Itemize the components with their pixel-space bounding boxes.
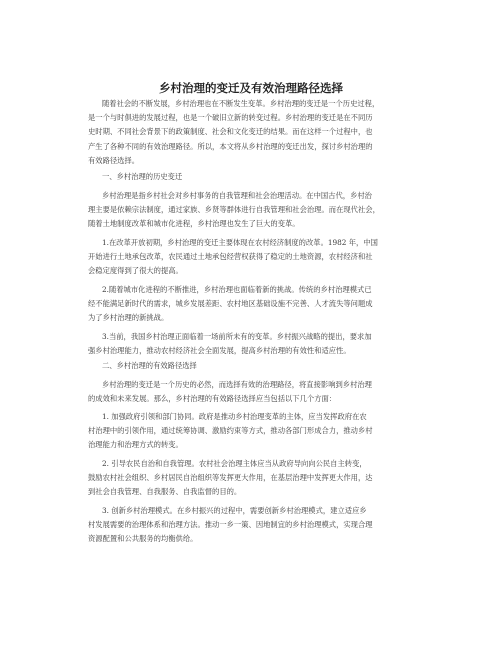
text-line: 经不能满足新时代的需求，城乡发展差距、农村地区基础设施不完善、人才流失等问题成 — [88, 299, 373, 309]
section2-paragraph-2 — [88, 410, 418, 453]
text-line: 2.随着城市化进程的不断推进，乡村治理也面临着新的挑战。传统的乡村治理模式已 — [102, 285, 372, 294]
section1-paragraph-1 — [88, 189, 418, 232]
section-heading-1: 一、乡村治理的历史变迁 — [102, 172, 183, 181]
text-line: 为了乡村治理的新挑战。 — [88, 313, 169, 323]
text-line: 随着土地制度改革和城市化进程，乡村治理也发生了巨大的变革。 — [88, 219, 300, 229]
text-line: 强乡村治理能力，推动农村经济社会全面发展，提高乡村治理的有效性和适应性。 — [88, 346, 351, 356]
text-line: 村治理中的引领作用，通过统筹协调、激励约束等方式，推动各部门形成合力，推动乡村 — [88, 426, 373, 436]
section1-paragraph-2 — [88, 236, 418, 279]
section2-paragraph-4 — [88, 504, 418, 547]
text-line: 史时期、不同社会背景下的政策制度、社会和文化变迁的结果。而在这样一个过程中，也 — [88, 127, 373, 137]
section1-paragraph-3 — [88, 283, 418, 326]
text-line: 村发展需要的治理体系和治理方法。推动一乡一策、因地制宜的乡村治理模式，实现合理 — [88, 520, 373, 530]
text-line: 产生了各种不同的有效治理路径。所以，本文将从乡村治理的变迁出发，探讨乡村治理的 — [88, 141, 373, 151]
text-line: 有效路径选择。 — [88, 155, 140, 165]
text-line: 1. 加强政府引领和部门协同。政府是推动乡村治理变革的主体，应当发挥政府在农 — [102, 412, 367, 421]
section2-paragraph-3 — [88, 457, 418, 500]
section-heading-2: 二、乡村治理的有效路径选择 — [102, 361, 197, 370]
section2-paragraph-1 — [88, 378, 418, 406]
text-line: 鼓励农村社会组织、乡村居民自治组织等发挥更大作用，在基层治理中发挥更大作用，达 — [88, 473, 373, 483]
text-line: 乡村治理的变迁是一个历史的必然，而选择有效的治理路径，将直接影响到乡村治理 — [102, 380, 372, 389]
section1-paragraph-4 — [88, 330, 418, 358]
text-line: 3. 创新乡村治理模式。在乡村振兴的过程中，需要创新乡村治理模式，建立适应乡 — [102, 506, 367, 515]
text-line: 2. 引导农民自治和自我管理。农村社会治理主体应当从政府导向向公民自主转变， — [102, 459, 367, 468]
text-line: 治理能力和治理方式的转变。 — [88, 440, 183, 450]
text-line: 的成效和未来发展。那么，乡村治理的有效路径选择应当包括以下几个方面： — [88, 394, 337, 404]
text-line: 资源配置和公共服务的均衡供给。 — [88, 534, 198, 544]
document-title: 乡村治理的变迁及有效治理路径选择 — [159, 81, 343, 95]
text-line: 是一个与时俱进的发展过程，也是一个破旧立新的转变过程。乡村治理的变迁是在不同历 — [88, 113, 373, 123]
text-line: 随着社会的不断发展，乡村治理也在不断发生变革。乡村治理的变迁是一个历史过程， — [102, 99, 380, 108]
text-line: 1.在改革开放初期，乡村治理的变迁主要体现在农村经济制度的改革。1982 年，中国 — [102, 238, 378, 247]
intro-paragraph — [88, 97, 418, 168]
text-line: 会稳定度得到了很大的提高。 — [88, 266, 183, 276]
text-line: 乡村治理是指乡村社会对乡村事务的自我管理和社会治理活动。在中国古代，乡村治 — [102, 191, 372, 200]
text-line: 开始进行土地承包改革，农民通过土地承包经营权获得了稳定的土地资源，农村经济和社 — [88, 252, 373, 262]
text-line: 到社会自我管理、自我服务、自我监督的目的。 — [88, 487, 242, 497]
text-line: 理主要是依赖宗法制度，通过家族、乡贤等群体进行自我管理和社会治理。而在现代社会， — [88, 205, 380, 215]
text-line: 3.当前，我国乡村治理正面临着一场前所未有的变革。乡村振兴战略的提出，要求加 — [102, 332, 372, 341]
